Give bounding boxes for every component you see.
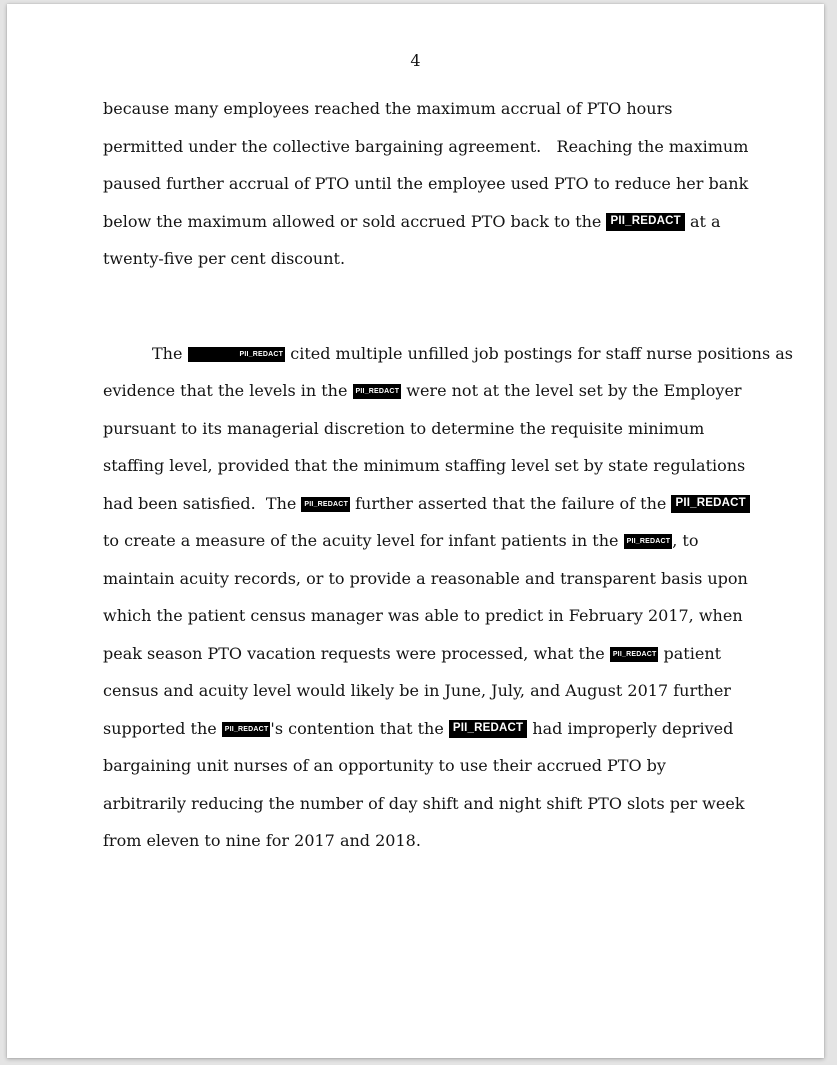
text-run: evidence that the levels in the [103,381,353,400]
text-run: pursuant to its managerial discretion to determine the requisite minimum [103,418,705,438]
document-body [103,90,793,860]
text-run: to create a measure of the acuity level for infant patients in the [103,531,624,550]
text-run: below the maximum allowed or sold accrued PTO back to the [103,211,607,231]
pii-redaction-badge: PII_REDACT [606,213,684,231]
text-line [103,747,743,785]
paragraph [103,335,793,860]
text-line [103,597,743,635]
text-line [103,90,743,128]
text-line [103,128,749,166]
text-run: at a [684,211,721,231]
text-line [103,635,743,673]
text-line [103,447,746,485]
text-line [103,522,743,560]
text-run: from eleven to nine for 2017 and 2018. [103,831,421,850]
page-number: 4 [410,51,421,70]
text-run: , to [672,531,699,550]
text-line [103,485,746,523]
text-line [103,240,743,278]
text-line [103,335,793,373]
text-line [103,785,743,823]
text-run: supported the [103,718,222,738]
text-run: were not at the level set by the Employer [401,381,742,400]
text-run: peak season PTO vacation requests were processed, what the [103,643,610,663]
text-run: staffing level, provided that the minimum staffing level set by state regulations [103,456,746,475]
pii-redaction-badge: PII_REDACT [449,720,527,738]
text-run: arbitrarily reducing the number of day shift and night shift PTO slots per week [103,793,745,813]
text-run: further asserted that the failure of the [350,493,672,513]
text-line [103,372,743,410]
pii-redaction-badge: PII_REDACT [610,647,659,662]
text-run: twenty-five per cent discount. [103,249,346,268]
pii-redaction-badge: PII_REDACT [222,722,271,737]
pii-redaction-badge: PII_REDACT [671,495,749,513]
text-line [103,165,749,203]
text-run: The [152,343,188,363]
text-run: bargaining unit nurses of an opportunity to use their accrued PTO by [103,756,666,775]
text-run: cited multiple unfilled job postings for staff nurse positions as [285,343,793,363]
pii-redaction-badge: PII_REDACT [624,534,673,549]
text-run: had improperly deprived [527,718,734,738]
text-run: patient [658,643,722,663]
text-run: because many employees reached the maximum accrual of PTO hours [103,99,673,118]
paragraph [103,90,749,278]
text-line [103,410,743,448]
text-line [103,822,743,860]
pii-redaction-badge: PII_REDACT [188,347,286,362]
text-line [103,710,743,748]
text-line [103,672,743,710]
document-page [7,4,824,1058]
text-run: maintain acuity records, or to provide a reasonable and transparent basis upon [103,568,748,588]
pii-redaction-badge: PII_REDACT [353,384,402,399]
text-run: had been satisfied. The [103,493,302,513]
text-run: paused further accrual of PTO until the employee used PTO to reduce her bank [103,174,749,193]
text-run: which the patient census manager was able to predict in February 2017, when [103,606,743,625]
text-line [103,560,748,598]
pii-redaction-badge: PII_REDACT [301,497,350,512]
text-run: census and acuity level would likely be in June, July, and August 2017 further [103,681,731,700]
text-run: permitted under the collective bargaining agreement. Reaching the maximum [103,136,749,156]
text-line [103,203,743,241]
text-run: 's contention that the [270,718,449,738]
